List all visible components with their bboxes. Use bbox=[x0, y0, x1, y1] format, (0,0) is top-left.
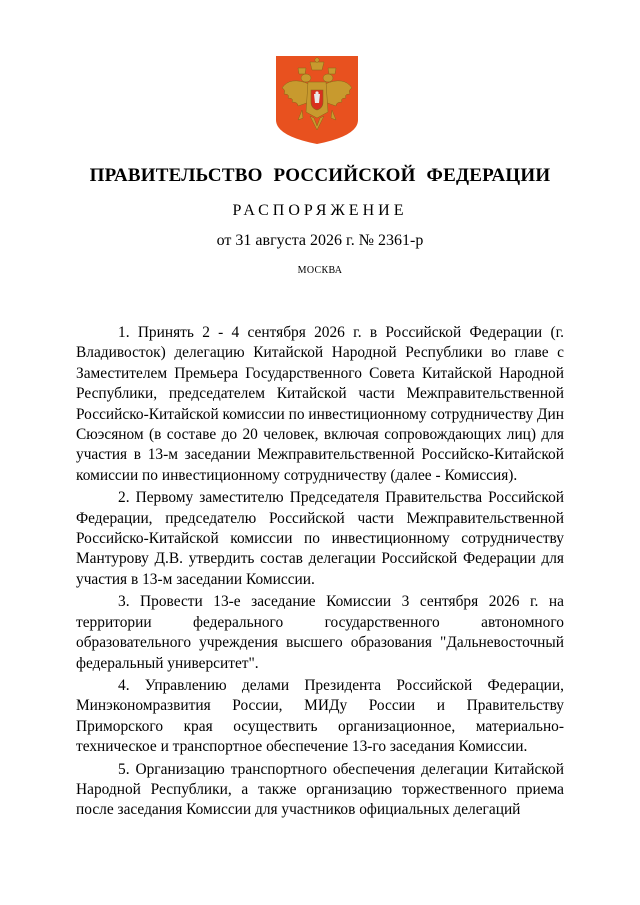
paragraph-1: 1. Принять 2 - 4 сентября 2026 г. в Российской Федерации (г. Владивосток) делегацию Китайской Народной Республики во главе с Заместителем Премьера Государственного Совета Китайской Народной Республики, председателем Китайской части Межправительственной Российско-Китайской комиссии по инвестиционному сотрудничеству Дин Сюэсяном (в составе до 20 человек, включая сопровождающих лиц) для участия в 13-м заседании Межправительственной Российско-Китайской комиссии по инвестиционному сотрудничеству (далее - Комиссия). bbox=[76, 324, 564, 484]
paragraph-2: 2. Первому заместителю Председателя Правительства Российской Федерации, председателю Российской части Межправительственной Российско-Китайской комиссии по инвестиционному сотрудничеству Мантурову Д.В. утвердить состав делегации Российской Федерации для участия в 13-м заседании Комиссии. bbox=[76, 489, 564, 588]
government-title: ПРАВИТЕЛЬСТВО РОССИЙСКОЙ ФЕДЕРАЦИИ bbox=[89, 165, 551, 186]
paragraph-3: 3. Провести 13-е заседание Комиссии 3 сентября 2026 г. на территории федерального государственного автономного образовательного учреждения высшего образования "Дальневосточный федеральный университет". bbox=[76, 593, 564, 672]
paragraph-4: 4. Управлению делами Президента Российской Федерации, Минэкономразвития России, МИДу России и Правительству Приморского края осуществить организационное, материально-техническое и транспортное обеспечение 13-го заседания Комиссии. bbox=[76, 676, 564, 756]
document-type: РАСПОРЯЖЕНИЕ bbox=[232, 202, 408, 219]
paragraph-5: 5. Организацию транспортного обеспечения делегации Китайской Народной Республики, а также организацию торжественного приема после заседания Комиссии для участников официальных делегаций bbox=[76, 760, 564, 819]
russian-coat-of-arms-icon bbox=[276, 56, 358, 144]
document-date-number: от 31 августа 2026 г. № 2361-р bbox=[216, 232, 424, 249]
city-label: МОСКВА bbox=[297, 265, 343, 276]
document-body bbox=[76, 323, 564, 823]
